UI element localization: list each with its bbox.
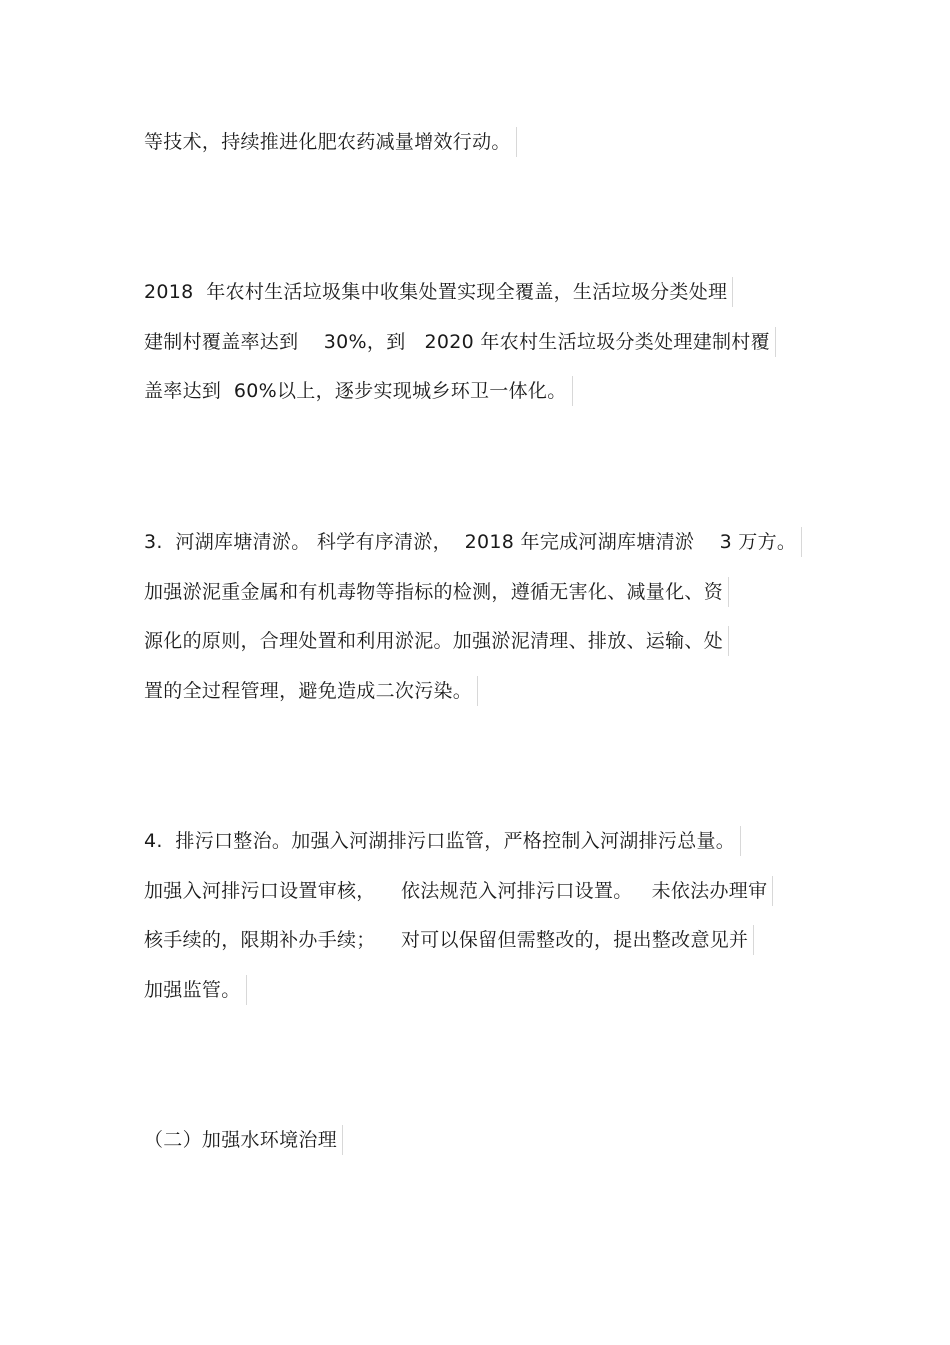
text-line: 等技术，持续推进化肥农药减量增效行动。 bbox=[144, 127, 511, 157]
text-line: 置的全过程管理，避免造成二次污染。 bbox=[144, 676, 472, 706]
text-line: 建制村覆盖率达到 30%，到 2020 年农村生活垃圾分类处理建制村覆 bbox=[144, 327, 770, 357]
text-line: 加强淤泥重金属和有机毒物等指标的检测，遵循无害化、减量化、资 bbox=[144, 577, 723, 607]
text-line: 4. 排污口整治。加强入河湖排污口监管，严格控制入河湖排污总量。 bbox=[144, 826, 735, 856]
text-line: 加强监管。 bbox=[144, 975, 241, 1005]
text-line: 源化的原则，合理处置和利用淤泥。加强淤泥清理、排放、运输、处 bbox=[144, 626, 723, 656]
text-line: 加强入河排污口设置审核， 依法规范入河排污口设置。 未依法办理审 bbox=[144, 876, 767, 906]
text-line: 2018 年农村生活垃圾集中收集处置实现全覆盖，生活垃圾分类处理 bbox=[144, 277, 727, 307]
text-line: 核手续的，限期补办手续； 对可以保留但需整改的，提出整改意见并 bbox=[144, 925, 748, 955]
text-line: 盖率达到 60%以上，逐步实现城乡环卫一体化。 bbox=[144, 376, 567, 406]
text-line: 3. 河湖库塘清淤。 科学有序清淤， 2018 年完成河湖库塘清淤 3 万方。 bbox=[144, 527, 796, 557]
section-heading: （二）加强水环境治理 bbox=[144, 1125, 337, 1155]
